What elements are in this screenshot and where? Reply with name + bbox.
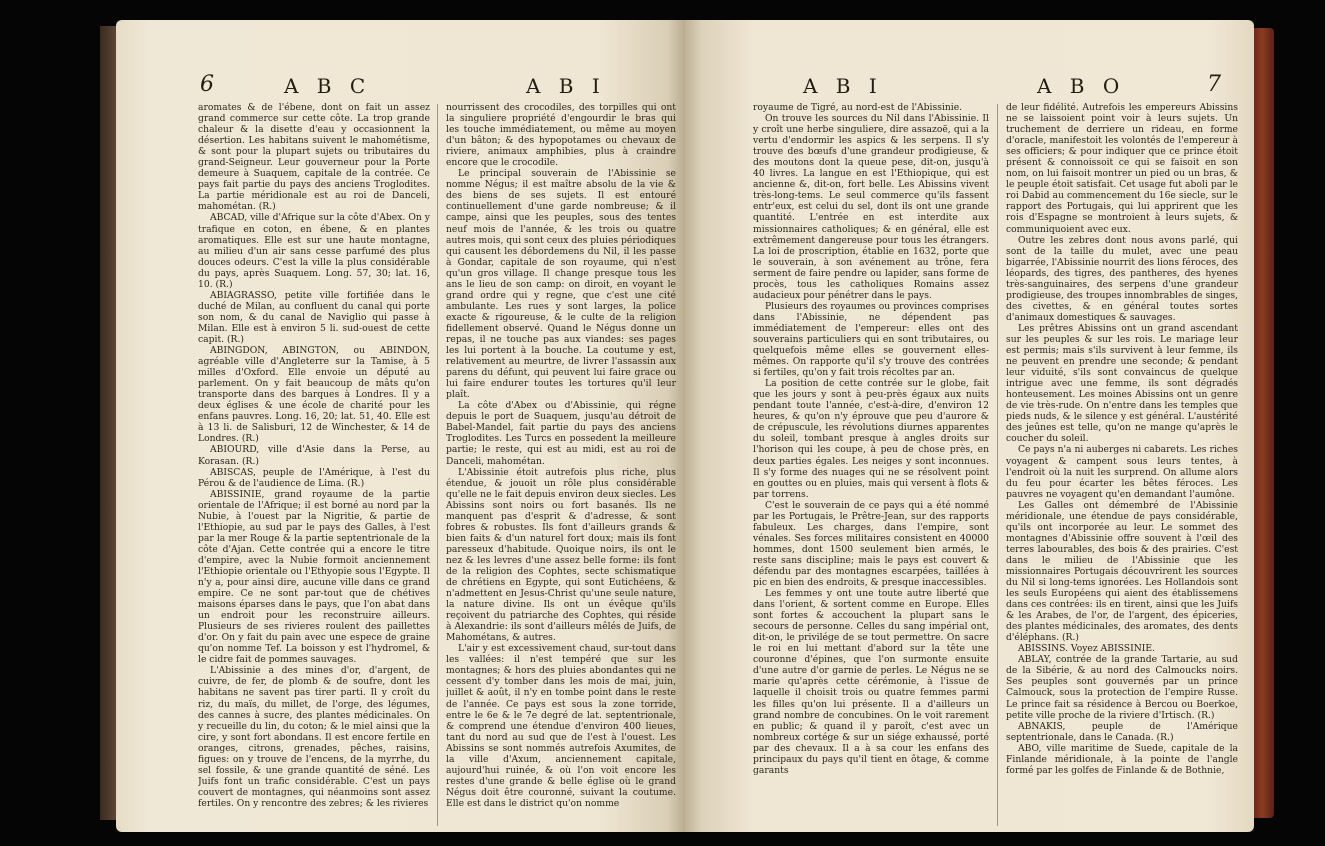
paragraph: ABISSINS. Voyez ABISSINIE. — [1018, 643, 1155, 655]
paragraph: ABINGDON, ABINGTON, ou ABINDON, agréable ville d'Angleterre sur la Tamise, à 5 milles d'Oxford. Elle envoie un député au parlement. On y fait beaucoup de mâts qu'on transporte dans des barques à Londres. Il y a deux églises & une école de charité pour les enfans pauvres. Long. 16, 20; lat. 51, 40. Elle est à 13 li. de Salisburi, 12 de Winchester, & 14 de Londres. (R.) — [198, 345, 430, 445]
right-page-column-1 — [753, 102, 989, 776]
left-page-folio: 6 — [200, 72, 214, 97]
paragraph: ABISCAS, peuple de l'Amérique, à l'est du Pérou & de l'audience de Lima. (R.) — [198, 466, 430, 489]
right-page-header — [685, 72, 1254, 98]
paragraph: de leur fidélité. Autrefois les empereurs Abissins ne se laissoient point voir à leurs sujets. Un truchement de derriere un rideau, en forme d'oracle, manifestoit les volontés de l'empereur à ses officiers; & pour indiquer que ce prince étoit présent & connoissoit ce qui se faisoit en son nom, on lui faisoit montrer un pied ou un bras, & le peuple étoit satisfait. Cet usage fut aboli par le roi Dabid au commencement du 16e siecle, sur le rapport des Portugais, qui lui apprirent que les rois d'Espagne se montroient à leurs sujets, & communiquoient avec eux. — [1006, 102, 1238, 235]
paragraph: Outre les zebres dont nous avons parlé, qui sont de la taille du mulet, avec une peau bigarrée, l'Abissinie nourrit des lions féroces, des léopards, des tigres, des pantheres, des hyenes très-sanguinaires, des serpens d'une grandeur prodigieuse, des troupes innombrables de singes, des civettes, & en général toutes sortes d'animaux domestiques & sauvages. — [1006, 234, 1238, 323]
paragraph: nourrissent des crocodiles, des torpilles qui ont la singuliere propriété d'engourdir le bras qui les touche immédiatement, ou même au moyen d'un bâton; & des hypopotames ou chevaux de riviere, animaux amphibies, plus à craindre encore que le crocodile. — [446, 102, 676, 169]
paragraph: Les femmes y ont une toute autre liberté que dans l'orient, & sortent comme en Europe. Elles sont fortes & accouchent la plupart sans le secours de personne. Celles du sang impérial ont, dit-on, le privilége de se tout permettre. On sacre le roi en lui mettant d'abord sur la tête une couronne d'épines, que l'on surmonte ensuite d'une autre d'or garnie de perles. Le Négus ne se marie qu'après cette cérémonie, à l'issue de laquelle il choisit trois ou quatre femmes parmi les filles qu'on lui présente. Il a d'ailleurs un grand nombre de concubines. On le voit rarement en public; & quand il y paroît, c'est avec un nombreux cortége & sur un siége exhaussé, porté par des chevaux. Il a à sa cour les enfans des principaux du pays qu'il tient en ôtage, & comme garants — [753, 588, 989, 776]
paragraph: La position de cette contrée sur le globe, fait que les jours y sont à peu-près égaux aux nuits pendant toute l'année, c'est-à-dire, d'environ 12 heures, & qu'on n'y éprouve que peu d'aurore & de crépuscule, les révolutions diurnes apparentes du soleil, tombant presque à angles droits sur l'horison qui les coupe, à peu de chose près, en deux parties égales. Les neiges y sont inconnues. Il s'y forme des nuages qui ne se résolvent point en gouttes ou en pluies, mais qui versent à flots & par torrens. — [753, 378, 989, 500]
paragraph: royaume de Tigré, au nord-est de l'Abissinie. — [753, 102, 963, 113]
paragraph: ABIAGRASSO, petite ville fortifiée dans le duché de Milan, au confluent du canal qui porte son nom, & du canal de Naviglio qui passe à Milan. Elle est à environ 5 li. sud-ouest de cette capit. (R.) — [198, 289, 430, 345]
paragraph: L'Abissinie a des mines d'or, d'argent, de cuivre, de fer, de plomb & de soufre, dont les habitans ne savent pas tirer parti. Il y croît du riz, du maïs, du millet, de l'orge, des légumes, des cannes à sucre, des plantes médicinales. On y recueille du lin, du coton; & le miel ainsi que la cire, y sont fort abondans. Il est encore fertile en oranges, citrons, grenades, pêches, raisins, figues: on y trouve de l'encens, de la myrrhe, du sel fossile, & une grande quantité de séné. Les Juifs font un trafic considérable. C'est un pays couvert de montagnes, qui néanmoins sont assez fertiles. On y rencontre des zebres; & les rivieres — [198, 665, 430, 809]
paragraph: Les Galles ont démembré de l'Abissinie méridionale, une étendue de pays considérable, qu'ils ont incorporée au leur. Le sommet des montagnes d'Abissinie offre souvent à l'œil des terres labourables, des bois & des prairies. C'est dans le milieu de l'Abissinie que les missionnaires Portugais découvrirent les sources du Nil si long-tems ignorées. Les Hollandois sont les seuls Européens qui aient des établissemens dans ces contrées: ils en tirent, ainsi que les Juifs & les Arabes, de l'or, de l'argent, des épiceries, des plantes médicinales, des aromates, des dents d'éléphans. (R.) — [1006, 499, 1238, 644]
paragraph: L'air y est excessivement chaud, sur-tout dans les vallées: il n'est tempéré que sur les montagnes; & hors des pluies abondantes qui ne cessent d'y tomber dans les mois de mai, juin, juillet & août, il n'y en tombe point dans le reste de l'année. Ce pays est sous la zone torride, entre le 6e & le 7e degré de lat. septentrionale, & comprend une étendue d'environ 400 lieues, tant du nord au sud que de l'est à l'ouest. Les Abissins se sont nommés autrefois Axumites, de la ville d'Axum, anciennement capitale, aujourd'hui ruinée, & où l'on voit encore les restes d'une grande & belle église où le grand Négus doit être couronné, suivant la coutume. Elle est dans le district qu'on nomme — [446, 643, 676, 809]
paragraph: ABCAD, ville d'Afrique sur la côte d'Abex. On y trafique en coton, en ébene, & en plantes aromatiques. Elle est sur une haute montagne, au milieu d'un air sans cesse parfumé des plus douces odeurs. C'est la ville la plus considérable du pays, après Suaquem. Long. 57, 30; lat. 16, 10. (R.) — [198, 212, 430, 290]
right-page-folio: 7 — [1207, 72, 1221, 97]
paragraph: Plusieurs des royaumes ou provinces comprises dans l'Abissinie, ne dépendent pas immédiatement de l'empereur: elles ont des souverains particuliers qui en sont tributaires, ou quelquefois même elles se gouvernent elles-mêmes. On rapporte qu'il s'y trouve des contrées si fertiles, qu'on y fait trois récoltes par an. — [753, 300, 989, 379]
left-page-header — [116, 72, 685, 98]
right-running-head-1: A B I — [803, 74, 883, 98]
book-spread — [116, 20, 1254, 832]
right-column-divider — [997, 104, 998, 826]
book-edge-left — [100, 26, 116, 820]
paragraph: ABLAY, contrée de la grande Tartarie, au sud de la Sibérie, & au nord des Calmoucks noirs. Ses peuples sont gouvernés par un prince Calmouck, sous la protection de l'empire Russe. Le prince fait sa résidence à Bercou ou Boerkoe, petite ville proche de la riviere d'Irtisch. (R.) — [1006, 654, 1238, 721]
right-page-column-2 — [1006, 102, 1238, 776]
paragraph: On trouve les sources du Nil dans l'Abissinie. Il y croît une herbe singuliere, dire assazoë, qui a la vertu d'endormir les aspics & les serpens. Il s'y trouve des bœufs d'une grandeur prodigieuse, & des moutons dont la queue pese, dit-on, jusqu'à 40 livres. La langue en est l'Ethiopique, qui est ancienne &, dit-on, fort belle. Les Abissins vivent très-long-tems. Le seul commerce qu'ils fassent entr'eux, est celui du sel, dont ils ont une grande quantité. L'entrée en est interdite aux missionnaires catholiques; & en général, elle est extrêmement dangereuse pour tous les étrangers. La loi de proscription, établie en 1632, porte que le souverain, à son avénement au trône, fera serment de faire pendre ou lapider, sans forme de procès, tous les catholiques Romains assez audacieux pour pénétrer dans le pays. — [753, 113, 989, 301]
paragraph: ABISSINIE, grand royaume de la partie orientale de l'Afrique; il est borné au nord par la Nubie, à l'ouest par la Nigritie, & partie de l'Ethiopie, au sud par le pays des Galles, à l'est par la mer Rouge & la partie septentrionale de la côte d'Ajan. Cette contrée qui a encore le titre d'empire, avec la Nubie formoit anciennement l'Ethiopie orientale ou l'Ethyopie sous l'Egypte. Il n'y a, pour ainsi dire, aucune ville dans ce grand empire. Ce ne sont par-tout que de chétives maisons éparses dans le pays, que l'on abat dans un endroit pour les reconstruire ailleurs. Plusieurs de ses rivieres roulent des paillettes d'or. On y fait du pain avec une espece de graine qu'on nomme Tef. La boisson y est l'hydromel, & le cidre fait de pommes sauvages. — [198, 488, 430, 666]
left-running-head-1: A B C — [284, 74, 372, 98]
paragraph: Ce pays n'a ni auberges ni cabarets. Les riches voyagent & campent sous leurs tentes, à l'endroit où la nuit les surprend. On allume alors du feu pour écarter les bêtes féroces. Les pauvres ne voyagent qu'en demandant l'aumône. — [1006, 444, 1238, 500]
left-page-column-1 — [198, 102, 430, 809]
paragraph: ABIOURD, ville d'Asie dans la Perse, au Korasan. (R.) — [198, 444, 430, 467]
left-page-column-2 — [446, 102, 676, 809]
paragraph: Le principal souverain de l'Abissinie se nomme Négus; il est maître absolu de la vie & des biens de ses sujets. Il est entouré continuellement d'une garde nombreuse; & il campe, ainsi que les peuples, sous des tentes neuf mois de l'année, & les trois ou quatre autres mois, qui sont ceux des pluies périodiques qui causent les débordemens du Nil, il les passe à Gondar, capitale de son royaume, qui n'est qu'un gros village. Il change presque tous les ans le lieu de son camp: on diroit, en voyant le grand ordre qui y regne, que c'est une cité ambulante. Les rues y sont larges, la police exacte & rigoureuse, & le culte de la religion fidellement observé. Quand le Négus donne un repas, il ne touche pas aux viandes: ses pages les lui portent à la bouche. La coutume y est, relativement au meurtre, de livrer l'assassin aux parens du défunt, qui peuvent lui faire grace ou lui faire endurer toutes les tortures qu'il leur plaît. — [446, 168, 676, 401]
right-page — [685, 20, 1254, 832]
left-running-head-2: A B I — [526, 74, 606, 98]
paragraph: ABNAKIS, peuple de l'Amérique septentrionale, dans le Canada. (R.) — [1006, 720, 1238, 743]
paragraph: aromates & de l'ébene, dont on fait un assez grand commerce sur cette côte. La trop grande chaleur & la disette d'eau y occasionnent la désertion. Les habitans suivent le mahométisme, & sont pour la plupart sujets ou tributaires du grand-Seigneur. Leur gouverneur pour la Porte demeure à Suaquem, capitale de la contrée. Ce pays fait partie du pays des anciens Troglodites. La partie méridionale est au roi de Danceli, mahométan. (R.) — [198, 102, 430, 213]
book-edge-right — [1254, 28, 1274, 818]
paragraph: La côte d'Abex ou d'Abissinie, qui régne depuis le port de Suaquem, jusqu'au détroit de Babel-Mandel, fait partie du pays des anciens Troglodites. Les Turcs en possedent la meilleure partie; le reste, qui est au midi, est au roi de Danceli, mahométan. — [446, 400, 676, 467]
paragraph: ABO, ville maritime de Suede, capitale de la Finlande méridionale, à la pointe de l'angle formé par les golfes de Finlande & de Bothnie, — [1006, 742, 1238, 776]
left-column-divider — [437, 104, 438, 826]
left-page — [116, 20, 685, 832]
paragraph: Les prêtres Abissins ont un grand ascendant sur les peuples & sur les rois. Le mariage leur est permis; mais s'ils survivent à leur femme, ils ne peuvent en prendre une seconde; & pendant leur viduité, s'ils sont convaincus de quelque intrigue avec une femme, ils sont dégradés honteusement. Les moines Abissins ont un genre de vie très-rude. On n'entre dans les temples que pieds nuds, & le silence y est général. L'austérité des jeûnes est telle, qu'on ne mange qu'après le coucher du soleil. — [1006, 322, 1238, 445]
paragraph: L'Abissinie étoit autrefois plus riche, plus étendue, & jouoit un rôle plus considérable qu'elle ne le fait depuis environ deux siecles. Les Abissins sont noirs ou fort basanés. Ils ne manquent pas d'esprit & d'adresse, & sont fobres & robustes. Ils font d'ailleurs grands & bien faits & d'un naturel fort doux; mais ils font paresseux d'habitude. Quoique noirs, ils ont le nez & les levres d'une assez belle forme: ils font de la religion des Cophtes, secte schismatique de chrétiens en Egypte, qui sont Eutichéens, & n'admettent en Jesus-Christ qu'une seule nature, la nature divine. Ils ont un évêque qu'ils reçoivent du patriarche des Cophtes, qui réside à Alexandrie: ils sont d'ailleurs mêlés de Juifs, de Mahométans, & autres. — [446, 466, 676, 644]
right-running-head-2: A B O — [1037, 74, 1126, 98]
paragraph: C'est le souverain de ce pays qui a été nommé par les Portugais, le Prêtre-Jean, sur des rapports fabuleux. Les charges, dans l'empire, sont vénales. Ses forces militaires consistent en 40000 hommes, dont 1500 seulement bien armés, le reste sans discipline; mais le pays est couvert & défendu par des montagnes escarpées, taillées à pic en bien des endroits, & presque inaccessibles. — [753, 499, 989, 589]
